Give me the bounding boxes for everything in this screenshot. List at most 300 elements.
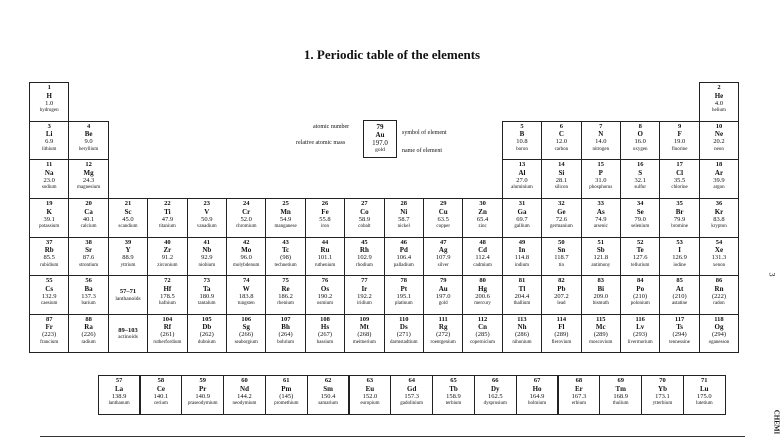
element-name: radon [713, 301, 725, 306]
element-mass: 54.9 [279, 215, 292, 223]
element-number: 21 [124, 200, 132, 207]
element-symbol: Na [44, 168, 54, 177]
element-name: zinc [478, 224, 487, 229]
element-mass: (289) [593, 331, 608, 338]
element-mass: 126.9 [672, 254, 687, 261]
element-cell-hf [147, 275, 187, 315]
element-name: strontium [79, 262, 99, 268]
element-mass: 190.2 [317, 292, 333, 300]
element-number: 72 [164, 277, 171, 284]
element-name: lithium [41, 146, 57, 152]
element-name: oxygen [632, 146, 648, 152]
element-mass: (268) [357, 331, 372, 338]
element-name: chlorine [671, 185, 688, 190]
element-cell-se [620, 198, 660, 238]
element-mass: 158.9 [446, 392, 461, 400]
element-cell-fe [305, 198, 345, 238]
element-cell-lu [683, 375, 726, 415]
element-cell-k [29, 198, 69, 238]
element-cell-sr [68, 237, 108, 277]
element-cell-po [620, 275, 660, 315]
element-name: actinoids [118, 334, 138, 341]
element-cell-hs [305, 314, 345, 354]
element-symbol: Ni [400, 207, 408, 216]
element-number: 52 [636, 238, 644, 246]
element-cell-rn [699, 275, 739, 315]
element-number: 55 [45, 277, 53, 284]
element-symbol: Mg [83, 168, 94, 177]
element-symbol: Os [320, 284, 330, 293]
element-mass: (210) [672, 292, 687, 300]
element-number: 5 [520, 122, 524, 130]
element-name: neodymium [232, 401, 257, 406]
element-cell-na [29, 159, 69, 199]
element-name: lanthanoids [115, 295, 141, 302]
element-cell-nd [223, 375, 266, 415]
element-name: germanium [549, 224, 573, 229]
element-cell-zr [147, 237, 187, 277]
element-mass: 167.3 [571, 392, 587, 400]
element-mass: (285) [475, 331, 490, 338]
element-number: 43 [282, 238, 289, 246]
element-cell-sg [226, 314, 266, 354]
element-name: carbon [554, 146, 569, 152]
element-symbol: Eu [365, 384, 375, 393]
element-mass: 102.9 [357, 254, 372, 261]
element-symbol: La [115, 384, 124, 393]
element-name: tantalum [198, 301, 216, 306]
element-number: 13 [518, 161, 526, 168]
element-number: 110 [399, 315, 409, 323]
element-number: 34 [636, 200, 644, 207]
element-symbol: Ra [84, 323, 93, 331]
element-mass: (293) [633, 331, 648, 338]
element-cell-xe [699, 237, 739, 277]
element-name: gallium [514, 224, 530, 229]
element-mass: (294) [711, 331, 727, 338]
element-number: 66 [492, 377, 499, 384]
element-symbol: Sn [557, 246, 566, 254]
element-number: 77 [361, 277, 368, 284]
element-cell-ir [344, 275, 384, 315]
element-mass: 85.5 [43, 254, 55, 261]
element-number: 109 [359, 315, 370, 323]
element-cell-cu [423, 198, 463, 238]
element-name: astatine [671, 301, 688, 306]
element-cell-ce [140, 375, 183, 415]
element-mass: 127.6 [632, 254, 648, 261]
element-number: 83 [597, 277, 605, 284]
element-name: palladium [393, 262, 414, 268]
element-name: hafnium [159, 301, 176, 306]
element-symbol: Mn [280, 207, 291, 216]
element-number: 75 [282, 277, 289, 284]
element-number: 88 [85, 315, 92, 323]
element-symbol: Hf [163, 284, 172, 293]
element-mass: 91.2 [161, 254, 174, 261]
element-cell-o [620, 121, 660, 161]
element-mass: 180.9 [199, 292, 215, 300]
element-cell-zn [462, 198, 502, 238]
element-name: europium [360, 401, 380, 406]
element-cell-bi [581, 275, 621, 315]
element-number: 78 [400, 277, 408, 284]
element-symbol: Sr [85, 246, 93, 254]
element-number: 17 [676, 161, 683, 168]
element-symbol: K [46, 207, 52, 216]
element-number: 81 [518, 277, 526, 284]
element-mass: (210) [633, 292, 648, 300]
element-cell-kr [699, 198, 739, 238]
element-name: molybdenum [233, 262, 260, 268]
element-symbol: Mt [359, 323, 369, 331]
element-mass: 121.8 [593, 254, 609, 261]
element-name: tungsten [237, 301, 255, 306]
element-symbol: Bi [597, 284, 605, 293]
element-name: gold [438, 301, 448, 306]
element-name: calcium [80, 224, 97, 229]
element-name: yttrium [120, 262, 136, 268]
element-number: 27 [361, 200, 368, 207]
element-mass: 106.4 [396, 254, 412, 261]
element-symbol: Ru [320, 246, 330, 254]
element-name: roentgenium [430, 339, 456, 345]
element-mass: 140.9 [195, 392, 210, 400]
element-symbol: Hs [320, 323, 330, 331]
element-cell-f [659, 121, 699, 161]
element-symbol: Fe [321, 207, 329, 216]
element-symbol: Se [636, 207, 644, 216]
element-symbol: Zr [163, 246, 172, 254]
element-name: niobium [198, 262, 216, 268]
element-symbol: Al [518, 168, 526, 177]
element-symbol: At [675, 284, 684, 293]
element-symbol: Lu [700, 384, 709, 393]
element-symbol: Cd [478, 246, 488, 254]
element-symbol: Ts [676, 323, 683, 331]
element-name: iridium [357, 301, 372, 306]
element-name: rhenium [277, 301, 294, 306]
element-number: 20 [85, 200, 92, 207]
element-name: oganesson [708, 339, 730, 345]
element-cell-be [68, 121, 108, 161]
element-cell-sn [541, 237, 581, 277]
element-name: indium [514, 262, 530, 268]
element-mass: 50.9 [201, 215, 213, 223]
element-name: praseodymium [187, 401, 218, 406]
element-symbol: Sm [323, 384, 333, 393]
element-symbol: Zn [478, 207, 487, 216]
element-cell-re [265, 275, 305, 315]
element-cell-hg [462, 275, 502, 315]
element-symbol: Dy [491, 384, 500, 393]
element-name: silicon [554, 185, 569, 190]
element-mass: 200.6 [475, 292, 490, 300]
element-symbol: Re [281, 284, 290, 293]
element-cell-cn [462, 314, 502, 354]
element-cell-co [344, 198, 384, 238]
element-symbol: Pt [400, 284, 408, 293]
element-name: silver [437, 262, 449, 268]
element-name: polonium [630, 301, 650, 306]
element-name: flerovium [551, 339, 572, 345]
element-symbol: W [242, 284, 250, 293]
element-mass: 173.1 [655, 392, 670, 400]
element-number: 105 [201, 315, 212, 323]
element-mass: 16.0 [634, 138, 646, 145]
element-number: 111 [438, 315, 448, 323]
element-number: 36 [715, 200, 723, 207]
element-number: 39 [124, 238, 132, 246]
side-page-number: 3 [767, 272, 777, 277]
element-cell-sm [307, 375, 350, 415]
element-cell-os [305, 275, 345, 315]
element-mass: (267) [317, 331, 333, 338]
element-cell-ne [699, 121, 739, 161]
element-mass: 87.6 [82, 254, 95, 261]
element-number: 42 [242, 238, 250, 246]
element-mass: 9.0 [84, 138, 93, 145]
element-mass: 10.8 [516, 138, 528, 145]
element-name: iodine [673, 262, 686, 268]
element-symbol: Po [636, 284, 645, 293]
element-symbol: Fl [558, 323, 565, 331]
key-example-mass: 197.0 [372, 139, 388, 147]
element-mass: 69.7 [516, 215, 528, 223]
element-number: 76 [321, 277, 329, 284]
element-number: 7 [599, 122, 603, 130]
element-cell-li [29, 121, 69, 161]
element-number: 41 [203, 238, 211, 246]
element-cell-la [98, 375, 141, 415]
element-cell-tb [432, 375, 475, 415]
element-name: argon [713, 185, 725, 190]
element-name: neon [714, 146, 724, 152]
element-number: 24 [242, 200, 250, 207]
element-number: 112 [477, 315, 488, 323]
element-mass: 32.1 [634, 176, 646, 184]
element-number: 30 [479, 200, 486, 207]
element-mass: (264) [278, 331, 293, 338]
element-name: ytterbium [652, 401, 673, 406]
element-name: scandium [118, 224, 138, 229]
element-symbol: Ho [532, 384, 542, 393]
element-number: 47 [439, 238, 447, 246]
element-symbol: Pr [199, 384, 207, 393]
element-cell-s [620, 159, 660, 199]
element-mass: 4.0 [714, 99, 724, 107]
element-symbol: Cu [438, 207, 448, 216]
element-mass: 79.0 [634, 215, 646, 223]
element-cell-pd [384, 237, 424, 277]
element-cell-si [541, 159, 581, 199]
element-name: hassium [316, 339, 334, 345]
element-symbol: Ca [84, 207, 93, 216]
element-number: 16 [636, 161, 644, 168]
element-name: dubnium [197, 339, 216, 345]
element-number: 22 [164, 200, 171, 207]
element-number: 51 [597, 238, 605, 246]
element-symbol: C [558, 130, 564, 138]
element-number: 80 [479, 277, 486, 284]
element-cell-ga [502, 198, 542, 238]
element-number: 50 [558, 238, 565, 246]
element-cell-he [699, 82, 739, 122]
element-symbol: Bh [281, 323, 290, 331]
element-name: copper [436, 224, 450, 229]
element-mass: 39.9 [713, 176, 725, 184]
element-mass: (222) [711, 292, 727, 300]
element-mass: 83.8 [713, 215, 725, 223]
element-number: 46 [400, 238, 408, 246]
element-cell-yb [641, 375, 684, 415]
element-mass: 24.3 [82, 176, 95, 184]
element-number: 12 [85, 161, 92, 168]
element-cell-gd [390, 375, 433, 415]
element-number: 113 [517, 315, 527, 323]
element-symbol: Ar [714, 168, 724, 177]
element-symbol: Nd [240, 384, 249, 393]
element-cell-tm [599, 375, 642, 415]
element-number: 89–103 [118, 326, 138, 334]
element-mass: 27.0 [516, 176, 528, 184]
element-number: 10 [715, 122, 723, 130]
element-number: 53 [676, 238, 683, 246]
element-name: nihonium [512, 339, 532, 345]
element-mass: 101.1 [317, 254, 333, 261]
element-name: meitnerium [352, 339, 376, 345]
element-symbol: Cl [676, 168, 684, 177]
element-mass: 63.5 [437, 215, 449, 223]
element-cell-ar [699, 159, 739, 199]
element-cell-ru [305, 237, 345, 277]
element-cell-ag [423, 237, 463, 277]
page-title: 1. Periodic table of the elements [303, 47, 481, 62]
element-symbol: Ta [203, 284, 211, 293]
element-cell-in [502, 237, 542, 277]
element-symbol: Lv [636, 323, 645, 331]
element-number: 84 [636, 277, 644, 284]
element-name: cerium [153, 401, 168, 406]
element-number: 108 [320, 315, 330, 323]
element-mass: 175.0 [696, 392, 712, 400]
element-name: copernicium [470, 339, 496, 345]
element-number: 61 [283, 377, 290, 384]
element-name: phosphorus [589, 185, 613, 190]
element-number: 37 [45, 238, 53, 246]
element-name: terbium [445, 401, 462, 406]
element-cell-ti [147, 198, 187, 238]
element-cell-ge [541, 198, 581, 238]
element-mass: (226) [81, 331, 96, 338]
element-symbol: I [678, 246, 681, 254]
element-cell-sb [581, 237, 621, 277]
element-cell-ds [384, 314, 424, 354]
element-number: 67 [533, 377, 541, 384]
element-mass: (98) [280, 254, 291, 261]
element-name: holmium [528, 401, 547, 406]
element-name: rubidium [40, 262, 59, 268]
element-cell-mo [226, 237, 266, 277]
element-mass: 137.3 [81, 292, 96, 300]
element-mass: 132.9 [41, 292, 57, 300]
element-number: 59 [199, 377, 206, 384]
element-number: 29 [439, 200, 447, 207]
element-number: 64 [408, 377, 415, 384]
element-number: 57 [115, 377, 123, 384]
element-name: ruthenium [314, 262, 336, 268]
element-name: arsenic [593, 224, 608, 229]
element-cell-ca [68, 198, 108, 238]
element-symbol: Rf [163, 323, 172, 331]
element-name: technetium [274, 262, 297, 268]
element-symbol: Te [636, 246, 644, 254]
element-cell-fr [29, 314, 69, 354]
element-mass: 1.0 [45, 99, 54, 107]
element-symbol: Be [84, 130, 93, 138]
element-cell-tl [502, 275, 542, 315]
element-cell-n [581, 121, 621, 161]
element-symbol: Er [575, 384, 583, 393]
element-symbol: Ne [714, 130, 724, 138]
element-cell-pb [541, 275, 581, 315]
element-number: 57–71 [119, 288, 137, 296]
element-symbol: Rh [359, 246, 369, 254]
element-cell-cr [226, 198, 266, 238]
element-number: 9 [677, 122, 682, 130]
element-symbol: Ir [361, 284, 368, 293]
element-mass: (262) [199, 331, 214, 338]
element-mass: 23.0 [43, 176, 55, 184]
element-cell-nb [187, 237, 227, 277]
element-name: barium [81, 301, 96, 306]
element-mass: 131.3 [711, 254, 727, 261]
element-mass: 152.0 [362, 392, 378, 400]
element-symbol: Og [714, 323, 724, 331]
element-symbol: Pb [557, 284, 566, 293]
element-name: mercury [474, 301, 491, 306]
element-number: 2 [717, 84, 721, 91]
element-name: sodium [41, 185, 57, 190]
element-cell-p [581, 159, 621, 199]
element-cell-lv [620, 314, 660, 354]
element-symbol: Ga [517, 207, 527, 216]
element-mass: 168.9 [613, 392, 628, 400]
footer-rule [40, 436, 745, 441]
element-mass: 65.4 [476, 215, 489, 223]
element-cell-ts [659, 314, 699, 354]
element-number: 69 [617, 377, 624, 384]
element-cell-cs [29, 275, 69, 315]
element-name: lanthanum [108, 401, 130, 406]
element-name: magnesium [77, 185, 101, 190]
element-mass: (223) [42, 331, 57, 338]
element-number: 71 [701, 377, 708, 384]
element-symbol: Rg [438, 323, 448, 331]
element-cell-v [187, 198, 227, 238]
element-name: fluorine [671, 146, 688, 152]
element-number: 35 [676, 200, 683, 207]
element-number: 32 [558, 200, 565, 207]
element-name: rhodium [355, 262, 373, 268]
element-cell-rf [147, 314, 187, 354]
element-symbol: Sb [596, 246, 605, 254]
element-symbol: Tb [449, 384, 458, 393]
element-cell-as [581, 198, 621, 238]
key-name-label: name of element [402, 148, 442, 154]
element-mass: (261) [160, 331, 175, 338]
element-name: iron [320, 224, 330, 229]
